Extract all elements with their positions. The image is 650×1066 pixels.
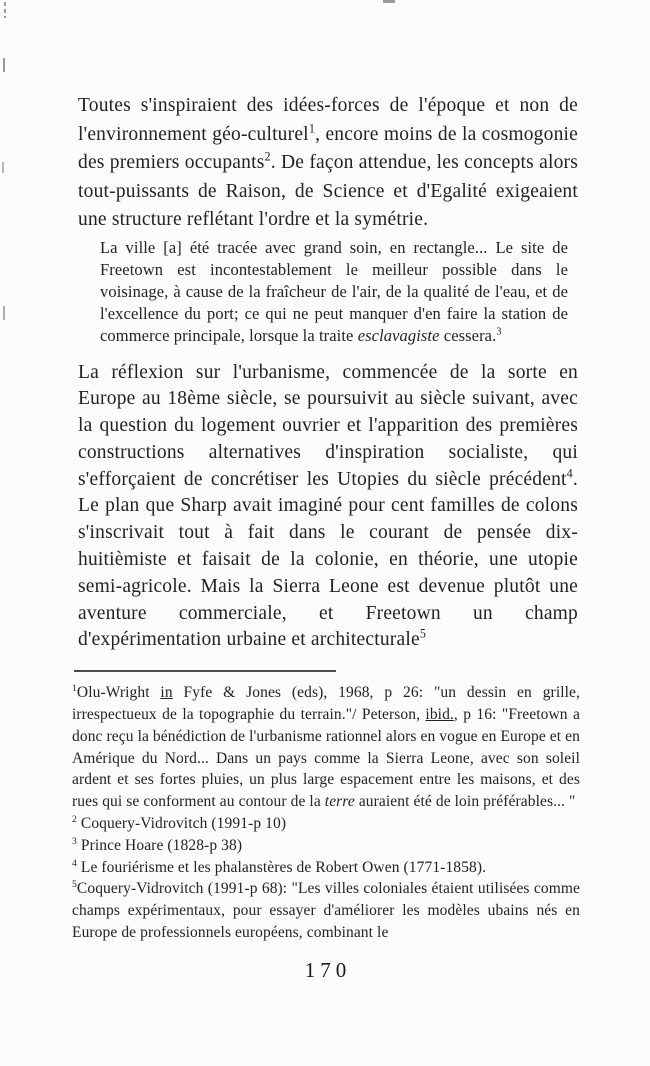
scan-artifact — [3, 58, 5, 72]
page-content — [72, 92, 580, 983]
page-number: 170 — [304, 957, 352, 982]
footnote-3: $^3$ Prince Hoare (1828-p 38) — [72, 835, 243, 854]
footnote-5: $^5$Coquery-Vidrovitch (1991-p 68): "Les villes coloniales étaient utilisées comme champs expérimentaux, pour essayer d'améliorer les modèles ubains nés en Europe de professionnels européens, combinant le — [72, 879, 580, 942]
scan-artifact — [4, 2, 6, 18]
footnotes-section — [72, 682, 580, 944]
scan-artifact — [383, 0, 395, 3]
footnote-1: $^1$Olu-Wright in Fyfe & Jones (eds), 1968, p 26: "un dessin en grille, irrespectueux de la topographie du terrain."/ Peterson, ibid., p 16: "Freetown a donc reçu la bénédiction de l'urbanisme rationnel alors en vogue en Europe et en Amérique du Nord... Dans un pays comme la Sierra Leone, avec son soleil ardent et ses fortes pluies, un plus large espacement entre les maisons, et des rues qui se conforment au contour de la terre auraient été de loin préférables... " — [72, 683, 580, 811]
block-quote: La ville [a] été tracée avec grand soin, en rectangle... Le site de Freetown est incontestablement le meilleur possible dans le voisinage, à cause de la fraîcheur de l'air, de la qualité de l'eau, et de l'excellence du port; ce qui ne peut manquer d'en faire la station de commerce principale, lorsque la traite esclavagiste cessera.$^3$ — [100, 237, 568, 345]
body-paragraph-1: Toutes s'inspiraient des idées-forces de l'époque et non de l'environnement géo-culturel$^1$, encore moins de la cosmogonie des premiers occupants$^2$. De façon attendue, les concepts alors tout-puissants de Raison, de Science et d'Egalité exigeaient une structure reflétant l'ordre et la symétrie. — [78, 95, 579, 230]
footnote-2: $^2$ Coquery-Vidrovitch (1991-p 10) — [72, 813, 287, 833]
scan-artifact — [3, 306, 5, 320]
scan-artifact — [2, 162, 4, 173]
body-paragraph-2: La réflexion sur l'urbanisme, commencée de la sorte en Europe au 18ème siècle, se poursuivit au siècle suivant, avec la question du logement ouvrier et l'apparition des premières constructions alternatives d'inspiration socialiste, qui s'efforçaient de concrétiser les Utopies du siècle précédent$^4$. Le plan que Sharp avait imaginé pour cent familles de colons s'inscrivait tout à fait dans le courant de pensée dix-huitièmiste et faisait de la colonie, en théorie, une utopie semi-agricole. Mais la Sierra Leone est devenue plutôt une aventure commerciale, et Freetown un champ d'expérimentation urbaine et architecturale$^5$ — [78, 361, 578, 651]
footnote-separator — [74, 670, 336, 672]
footnote-4: $^4$ Le fouriérisme et les phalanstères de Robert Owen (1771-1858). — [72, 857, 487, 876]
